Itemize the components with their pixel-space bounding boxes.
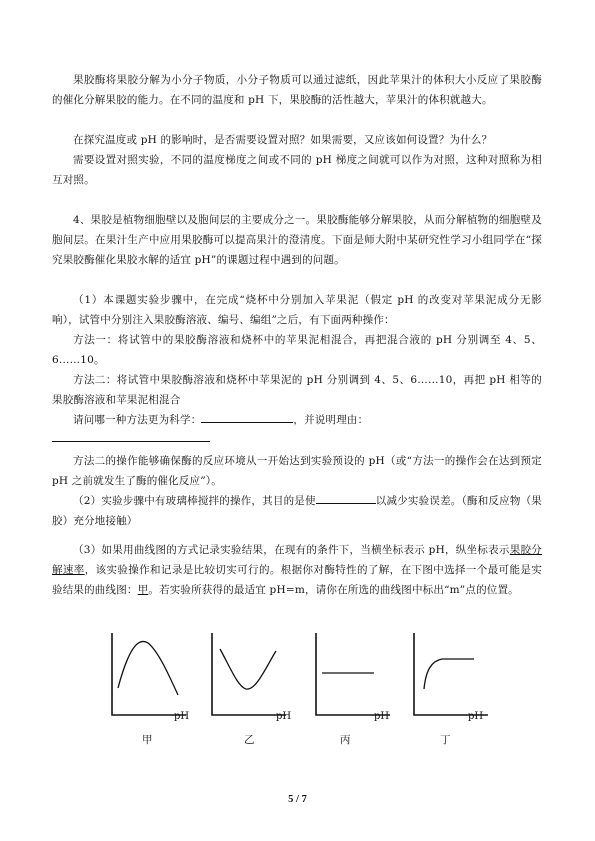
answer-graph-choice: 甲: [137, 584, 149, 596]
paragraph-control-question: 在探究温度或 pH 的影响时，是否需要设置对照？如果需要，又应该如何设置？为什么？: [73, 134, 493, 146]
graph-label-yi: 乙: [244, 734, 255, 746]
step-3-text-c: 。若实验所获得的最适宜 pH=m，请你在所选的曲线图中标出“m”点的位置。: [148, 584, 519, 596]
paragraph-step-1: （1）本课题实验步骤中，在完成“烧杯中分别加入苹果泥（假定 pH 的改变对苹果泥成分无影响），试管中分别注入果胶酶溶液、编号、编组”之后，有下面两种操作：: [52, 294, 542, 326]
graph-yi-svg: [210, 633, 290, 723]
graph-bing-axes: [316, 633, 390, 715]
answer-line-reason[interactable]: [52, 441, 210, 442]
paragraph-question-4: 4、果胶是植物细胞壁以及胞间层的主要成分之一。果胶酶能够分解果胶，从而分解植物的细胞壁及胞间层。在果汁生产中应用果胶酶可以提高果汁的澄清度。下面是师大附中某研究性学习小组同学在“探究果胶酶催化果胶水解的适宜 pH”的课题过程中遇到的问题。: [52, 214, 542, 266]
graph-label-jia: 甲: [142, 734, 153, 746]
reason-text: ，并说明理由：: [293, 414, 369, 426]
graph-yi-xlabel: pH: [276, 711, 292, 722]
paragraph-step-2: [52, 491, 542, 531]
stirring-text: （2）实验步骤中有玻璃棒搅拌的操作，其目的是使: [73, 495, 316, 507]
graph-ding: [412, 633, 492, 733]
stirring-tail: 以减少实验误差。（酶和反应物（果胶）充分地接触）: [52, 495, 542, 527]
graph-ding-curve: [424, 659, 474, 689]
graph-jia-xlabel: pH: [174, 711, 190, 722]
answer-blank-stirring[interactable]: [316, 491, 376, 504]
paragraph-method-2: 方法二：将试管中果胶酶溶液和烧杯中苹果泥的 pH 分别调到 4、5、6……10，再把 pH 相等的果胶酶溶液和苹果泥相混合: [52, 374, 542, 406]
answer-y-axis: 果胶分解速率: [52, 544, 543, 576]
graph-jia: [110, 633, 190, 733]
graph-ding-axes: [414, 633, 488, 715]
paragraph-reason-answer: 方法二的操作能够确保酶的反应环境从一开始达到实验预设的 pH（或“方法一的操作会在达到预定 pH 之前就发生了酶的催化反应”）。: [52, 455, 542, 487]
step-3-text-b: ，该实验操作和记录是比较切实可行的。根据你对酶特性的了解，在下图中选择一个最可能是实验结果的曲线图：: [52, 564, 542, 596]
paragraph-step-3: [52, 540, 542, 600]
paragraph-method-1: 方法一：将试管中的果胶酶溶液和烧杯中的苹果泥相混合，再把混合液的 pH 分别调至 4、5、6……10。: [52, 334, 542, 366]
which-method-text: 请问哪一种方法更为科学：: [73, 414, 202, 426]
graph-jia-curve: [118, 641, 178, 695]
graph-bing-xlabel: pH: [374, 711, 390, 722]
paragraph-control-answer: 需要设置对照实验，不同的温度梯度之间或不同的 pH 梯度之间就可以作为对照，这种对照称为相互对照。: [52, 154, 542, 186]
graph-label-ding: 丁: [440, 734, 451, 746]
graph-label-bing: 丙: [340, 734, 351, 746]
graph-bing: [314, 633, 394, 733]
graph-jia-svg: [110, 633, 190, 723]
graph-bing-svg: [314, 633, 394, 723]
graph-yi-axes: [212, 633, 286, 715]
graph-ding-svg: [412, 633, 492, 723]
graph-yi-curve: [220, 649, 276, 689]
paragraph-pectinase-volume: 果胶酶将果胶分解为小分子物质，小分子物质可以通过滤纸，因此苹果汁的体积大小反应了果胶酶的催化分解果胶的能力。在不同的温度和 pH 下，果胶酶的活性越大，苹果汁的体积就越大。: [52, 74, 542, 106]
graph-jia-axes: [112, 633, 186, 715]
graph-ding-xlabel: pH: [468, 711, 484, 722]
answer-blank-method[interactable]: [201, 410, 293, 423]
step-3-text-a: （3）如果用曲线图的方式记录实验结果，在现有的条件下，当横坐标表示 pH，纵坐标表示: [73, 544, 510, 556]
paragraph-which-method: [52, 410, 542, 430]
page-number: 5 / 7: [288, 794, 307, 805]
graph-yi: [210, 633, 290, 733]
